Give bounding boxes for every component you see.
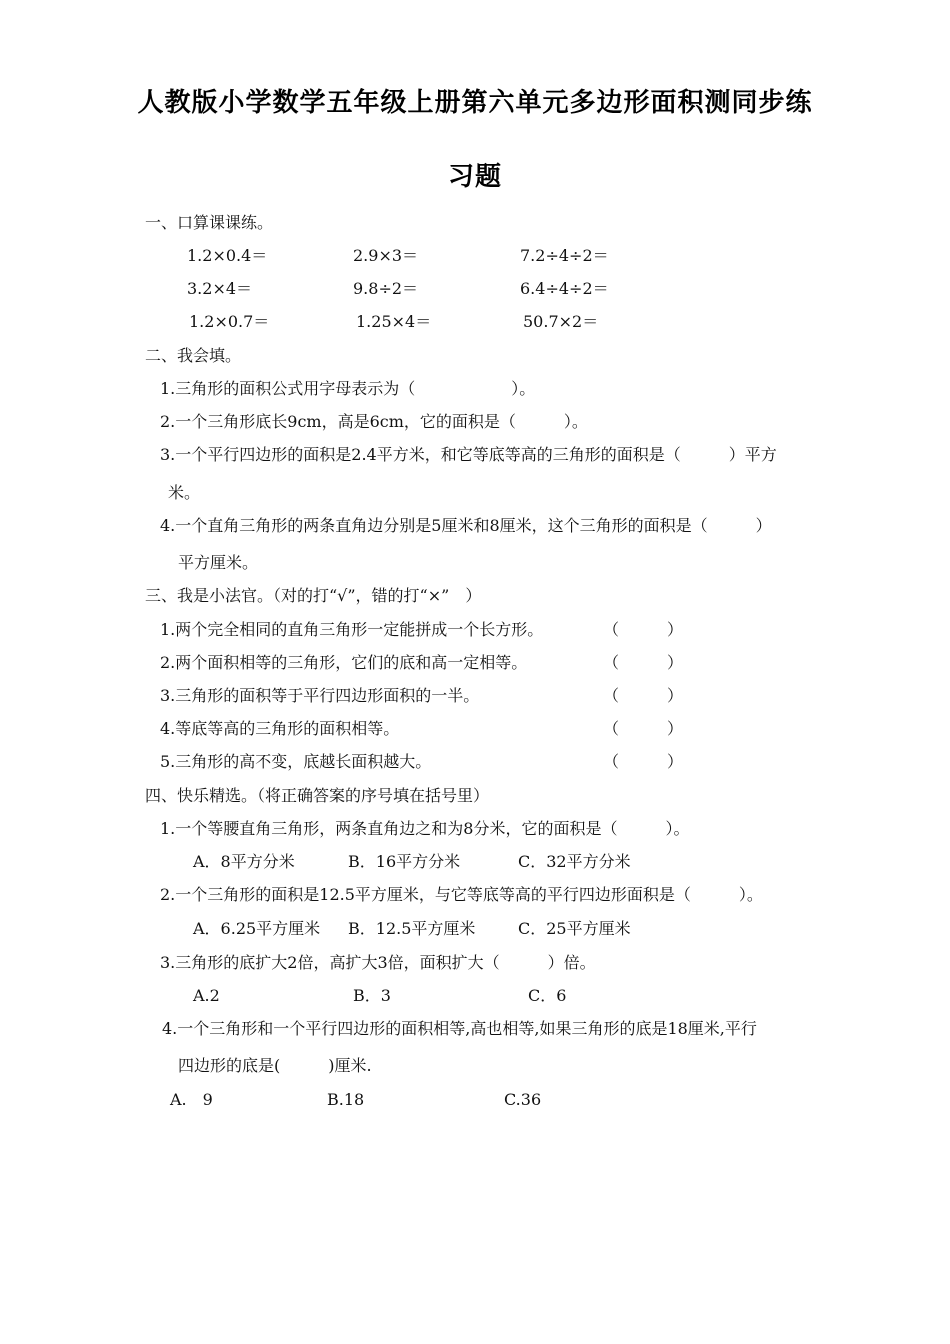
choice-option: C．6 (528, 986, 567, 1005)
choice-option: A. 9 (170, 1090, 213, 1109)
fill-question: 2.一个三角形底长9cm，高是6cm，它的面积是（ ）。 (160, 412, 588, 431)
fill-question-continued: 米。 (168, 483, 201, 502)
choice-option: C.36 (504, 1090, 542, 1109)
section4-heading: 四、快乐精选。（将正确答案的序号填在括号里） (145, 786, 490, 805)
calc-item: 3.2×4＝ (187, 279, 253, 298)
choice-option: A．6.25平方厘米 (193, 919, 321, 938)
calc-item: 7.2÷4÷2＝ (520, 246, 609, 265)
choice-option: B．16平方分米 (348, 852, 461, 871)
choice-option: B．12.5平方厘米 (348, 919, 476, 938)
calc-item: 9.8÷2＝ (353, 279, 419, 298)
calc-item: 1.2×0.7＝ (189, 312, 270, 331)
section3-heading: 三、我是小法官。（对的打“√”，错的打“×” ） (145, 586, 482, 605)
answer-bracket: （ ） (603, 719, 684, 738)
page-title-line1: 人教版小学数学五年级上册第六单元多边形面积测同步练 (137, 88, 813, 118)
choice-question: 1.一个等腰直角三角形，两条直角边之和为8分米，它的面积是（ ）。 (160, 819, 690, 838)
calc-item: 50.7×2＝ (523, 312, 599, 331)
choice-option: A.2 (193, 986, 220, 1005)
calc-item: 1.25×4＝ (356, 312, 432, 331)
calc-item: 6.4÷4÷2＝ (520, 279, 609, 298)
fill-question: 4.一个直角三角形的两条直角边分别是5厘米和8厘米，这个三角形的面积是（ ） (160, 516, 772, 535)
judge-item: 1.两个完全相同的直角三角形一定能拼成一个长方形。 (160, 620, 544, 639)
section1-heading: 一、口算课课练。 (145, 213, 274, 232)
fill-question-continued: 平方厘米。 (178, 553, 259, 572)
choice-question-continued: 四边形的底是( )厘米. (178, 1056, 372, 1075)
answer-bracket: （ ） (603, 686, 684, 705)
fill-question: 3.一个平行四边形的面积是2.4平方米，和它等底等高的三角形的面积是（ ）平方 (160, 445, 777, 464)
judge-item: 2.两个面积相等的三角形，它们的底和高一定相等。 (160, 653, 528, 672)
answer-bracket: （ ） (603, 620, 684, 639)
answer-bracket: （ ） (603, 653, 684, 672)
section2-heading: 二、我会填。 (145, 346, 242, 365)
choice-option: B.18 (327, 1090, 365, 1109)
choice-question: 4.一个三角形和一个平行四边形的面积相等,高也相等,如果三角形的底是18厘米,平行 (162, 1019, 757, 1038)
calc-item: 1.2×0.4＝ (187, 246, 268, 265)
choice-option: B．3 (353, 986, 391, 1005)
answer-bracket: （ ） (603, 752, 684, 771)
choice-option: A．8平方分米 (193, 852, 295, 871)
judge-item: 3.三角形的面积等于平行四边形面积的一半。 (160, 686, 480, 705)
choice-question: 3.三角形的底扩大2倍，高扩大3倍，面积扩大（ ）倍。 (160, 953, 596, 972)
judge-item: 5.三角形的高不变，底越长面积越大。 (160, 752, 432, 771)
calc-item: 2.9×3＝ (353, 246, 419, 265)
fill-question: 1.三角形的面积公式用字母表示为（ ）。 (160, 379, 536, 398)
choice-option: C．32平方分米 (518, 852, 631, 871)
choice-question: 2.一个三角形的面积是12.5平方厘米，与它等底等高的平行四边形面积是（ ）。 (160, 885, 763, 904)
page-title-line2: 习题 (447, 162, 502, 192)
choice-option: C．25平方厘米 (518, 919, 631, 938)
judge-item: 4.等底等高的三角形的面积相等。 (160, 719, 400, 738)
